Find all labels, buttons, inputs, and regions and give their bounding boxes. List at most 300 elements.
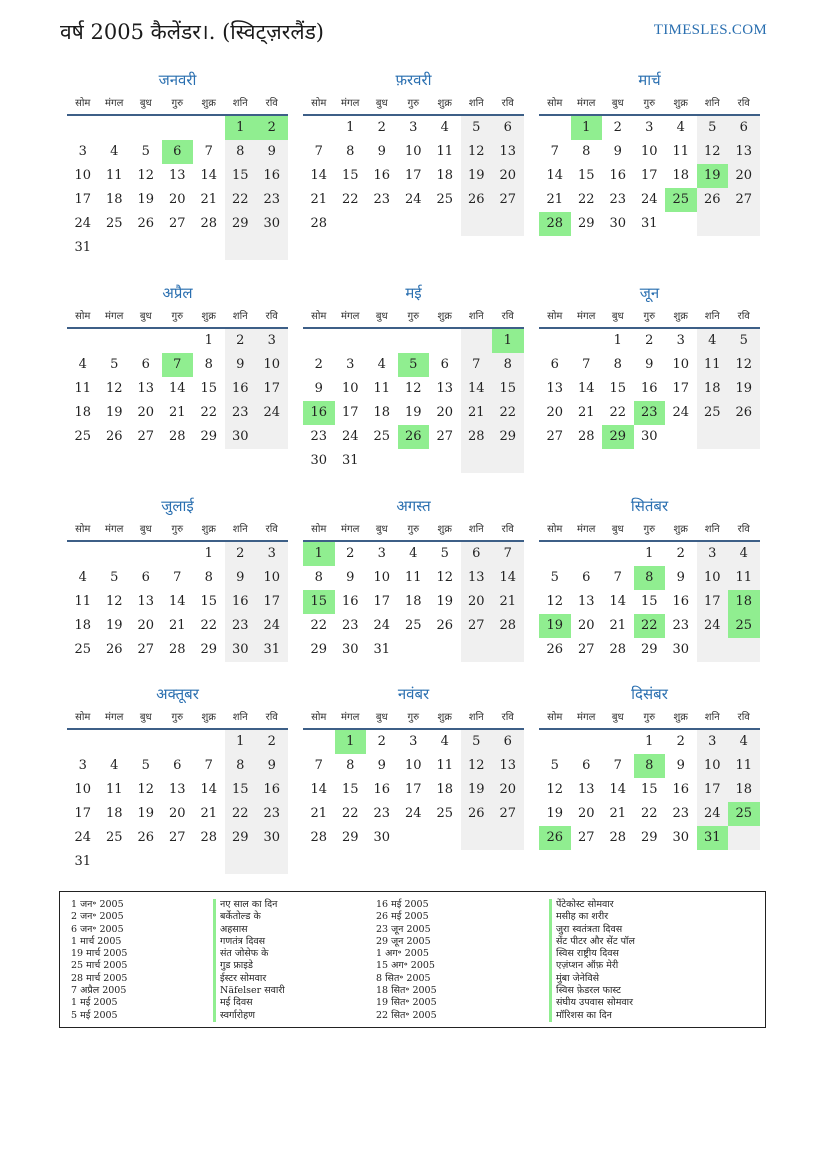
day-cell[interactable]: 9 — [256, 140, 288, 164]
day-cell[interactable]: 13 — [546, 381, 564, 396]
day-cell[interactable]: 18 — [697, 377, 729, 401]
day-cell[interactable]: 14 — [168, 381, 186, 396]
holiday-day-cell[interactable]: 26 — [539, 826, 571, 850]
day-cell[interactable]: 22 — [341, 806, 359, 821]
day-cell[interactable]: 16 — [672, 782, 690, 797]
day-cell[interactable]: 16 — [609, 168, 627, 183]
day-cell[interactable]: 17 — [697, 778, 729, 802]
day-cell[interactable]: 16 — [225, 377, 257, 401]
day-cell[interactable]: 4 — [697, 329, 729, 353]
day-cell[interactable]: 19 — [404, 405, 422, 420]
day-cell[interactable]: 9 — [377, 144, 386, 159]
holiday-day-cell[interactable]: 6 — [162, 140, 194, 164]
day-cell[interactable]: 22 — [225, 802, 257, 826]
holiday-day-cell[interactable]: 19 — [539, 614, 571, 638]
day-cell[interactable]: 7 — [204, 758, 213, 773]
day-cell[interactable]: 25 — [373, 429, 391, 444]
day-cell[interactable]: 1 — [204, 333, 213, 348]
day-cell[interactable]: 8 — [204, 357, 213, 372]
day-cell[interactable]: 2 — [225, 329, 257, 353]
day-cell[interactable]: 10 — [256, 353, 288, 377]
day-cell[interactable]: 31 — [74, 240, 92, 255]
day-cell[interactable]: 22 — [640, 806, 658, 821]
day-cell[interactable]: 17 — [341, 405, 359, 420]
day-cell[interactable]: 7 — [204, 144, 213, 159]
day-cell[interactable]: 14 — [200, 168, 218, 183]
day-cell[interactable]: 2 — [346, 546, 355, 561]
day-cell[interactable]: 28 — [168, 642, 186, 657]
day-cell[interactable]: 13 — [577, 594, 595, 609]
day-cell[interactable]: 13 — [492, 754, 524, 778]
day-cell[interactable]: 29 — [640, 830, 658, 845]
day-cell[interactable]: 5 — [461, 116, 493, 140]
day-cell[interactable]: 23 — [373, 192, 391, 207]
day-cell[interactable]: 9 — [225, 566, 257, 590]
day-cell[interactable]: 5 — [141, 758, 150, 773]
holiday-day-cell[interactable]: 18 — [728, 590, 760, 614]
day-cell[interactable]: 28 — [492, 614, 524, 638]
day-cell[interactable]: 14 — [492, 566, 524, 590]
day-cell[interactable]: 19 — [105, 618, 123, 633]
day-cell[interactable]: 12 — [546, 782, 564, 797]
day-cell[interactable]: 3 — [676, 333, 685, 348]
day-cell[interactable]: 25 — [74, 429, 92, 444]
day-cell[interactable]: 5 — [141, 144, 150, 159]
day-cell[interactable]: 26 — [137, 830, 155, 845]
day-cell[interactable]: 5 — [550, 758, 559, 773]
holiday-day-cell[interactable]: 19 — [697, 164, 729, 188]
day-cell[interactable]: 8 — [613, 357, 622, 372]
day-cell[interactable]: 3 — [78, 144, 87, 159]
day-cell[interactable]: 21 — [546, 192, 564, 207]
day-cell[interactable]: 20 — [137, 618, 155, 633]
day-cell[interactable]: 11 — [74, 594, 92, 609]
day-cell[interactable]: 31 — [256, 638, 288, 662]
day-cell[interactable]: 17 — [697, 590, 729, 614]
day-cell[interactable]: 19 — [461, 164, 493, 188]
day-cell[interactable]: 18 — [74, 618, 92, 633]
day-cell[interactable]: 6 — [582, 570, 591, 585]
day-cell[interactable]: 15 — [640, 782, 658, 797]
day-cell[interactable]: 19 — [546, 806, 564, 821]
day-cell[interactable]: 12 — [404, 381, 422, 396]
day-cell[interactable]: 27 — [137, 429, 155, 444]
day-cell[interactable]: 15 — [341, 168, 359, 183]
day-cell[interactable]: 12 — [697, 140, 729, 164]
day-cell[interactable]: 20 — [546, 405, 564, 420]
day-cell[interactable]: 18 — [436, 782, 454, 797]
day-cell[interactable]: 24 — [640, 192, 658, 207]
day-cell[interactable]: 14 — [168, 594, 186, 609]
day-cell[interactable]: 23 — [225, 401, 257, 425]
day-cell[interactable]: 29 — [310, 642, 328, 657]
day-cell[interactable]: 15 — [341, 782, 359, 797]
day-cell[interactable]: 28 — [310, 830, 328, 845]
holiday-day-cell[interactable]: 8 — [634, 754, 666, 778]
day-cell[interactable]: 22 — [341, 192, 359, 207]
day-cell[interactable]: 20 — [461, 590, 493, 614]
day-cell[interactable]: 6 — [440, 357, 449, 372]
day-cell[interactable]: 12 — [461, 754, 493, 778]
day-cell[interactable]: 23 — [256, 802, 288, 826]
holiday-day-cell[interactable]: 1 — [303, 542, 335, 566]
day-cell[interactable]: 11 — [697, 353, 729, 377]
day-cell[interactable]: 25 — [436, 806, 454, 821]
day-cell[interactable]: 3 — [377, 546, 386, 561]
day-cell[interactable]: 26 — [461, 188, 493, 212]
day-cell[interactable]: 7 — [492, 542, 524, 566]
day-cell[interactable]: 8 — [346, 144, 355, 159]
day-cell[interactable]: 9 — [613, 144, 622, 159]
day-cell[interactable]: 19 — [436, 594, 454, 609]
day-cell[interactable]: 11 — [728, 754, 760, 778]
day-cell[interactable]: 24 — [672, 405, 690, 420]
day-cell[interactable]: 14 — [577, 381, 595, 396]
day-cell[interactable]: 28 — [310, 216, 328, 231]
day-cell[interactable]: 8 — [582, 144, 591, 159]
day-cell[interactable]: 10 — [672, 357, 690, 372]
day-cell[interactable]: 21 — [310, 192, 328, 207]
day-cell[interactable]: 22 — [200, 618, 218, 633]
day-cell[interactable]: 12 — [546, 594, 564, 609]
day-cell[interactable]: 15 — [225, 164, 257, 188]
day-cell[interactable]: 10 — [697, 566, 729, 590]
day-cell[interactable]: 6 — [492, 116, 524, 140]
day-cell[interactable]: 18 — [373, 405, 391, 420]
day-cell[interactable]: 7 — [582, 357, 591, 372]
day-cell[interactable]: 10 — [404, 758, 422, 773]
day-cell[interactable]: 18 — [436, 168, 454, 183]
day-cell[interactable]: 21 — [168, 405, 186, 420]
day-cell[interactable]: 4 — [440, 734, 449, 749]
day-cell[interactable]: 9 — [346, 570, 355, 585]
day-cell[interactable]: 11 — [105, 168, 123, 183]
day-cell[interactable]: 16 — [672, 594, 690, 609]
day-cell[interactable]: 6 — [582, 758, 591, 773]
day-cell[interactable]: 8 — [346, 758, 355, 773]
day-cell[interactable]: 29 — [200, 642, 218, 657]
day-cell[interactable]: 8 — [225, 754, 257, 778]
day-cell[interactable]: 23 — [672, 618, 690, 633]
day-cell[interactable]: 7 — [550, 144, 559, 159]
day-cell[interactable]: 13 — [436, 381, 454, 396]
holiday-day-cell[interactable]: 2 — [256, 116, 288, 140]
day-cell[interactable]: 5 — [697, 116, 729, 140]
holiday-day-cell[interactable]: 15 — [303, 590, 335, 614]
holiday-day-cell[interactable]: 25 — [665, 188, 697, 212]
day-cell[interactable]: 15 — [492, 377, 524, 401]
day-cell[interactable]: 28 — [609, 642, 627, 657]
day-cell[interactable]: 3 — [697, 730, 729, 754]
day-cell[interactable]: 21 — [310, 806, 328, 821]
day-cell[interactable]: 6 — [492, 730, 524, 754]
day-cell[interactable]: 24 — [341, 429, 359, 444]
day-cell[interactable]: 11 — [672, 144, 690, 159]
day-cell[interactable]: 3 — [78, 758, 87, 773]
day-cell[interactable]: 30 — [672, 642, 690, 657]
day-cell[interactable]: 2 — [225, 542, 257, 566]
day-cell[interactable]: 8 — [314, 570, 323, 585]
day-cell[interactable]: 14 — [609, 782, 627, 797]
day-cell[interactable]: 3 — [409, 734, 418, 749]
day-cell[interactable]: 29 — [577, 216, 595, 231]
day-cell[interactable]: 22 — [492, 401, 524, 425]
day-cell[interactable]: 7 — [314, 144, 323, 159]
day-cell[interactable]: 23 — [609, 192, 627, 207]
day-cell[interactable]: 1 — [613, 333, 622, 348]
day-cell[interactable]: 29 — [492, 425, 524, 449]
day-cell[interactable]: 13 — [577, 782, 595, 797]
day-cell[interactable]: 24 — [256, 614, 288, 638]
day-cell[interactable]: 7 — [461, 353, 493, 377]
day-cell[interactable]: 18 — [672, 168, 690, 183]
day-cell[interactable]: 27 — [436, 429, 454, 444]
holiday-day-cell[interactable]: 23 — [634, 401, 666, 425]
day-cell[interactable]: 9 — [676, 570, 685, 585]
day-cell[interactable]: 23 — [310, 429, 328, 444]
day-cell[interactable]: 3 — [346, 357, 355, 372]
day-cell[interactable]: 31 — [74, 854, 92, 869]
day-cell[interactable]: 11 — [436, 758, 454, 773]
day-cell[interactable]: 22 — [200, 405, 218, 420]
day-cell[interactable]: 11 — [404, 570, 422, 585]
day-cell[interactable]: 16 — [256, 164, 288, 188]
day-cell[interactable]: 26 — [697, 188, 729, 212]
day-cell[interactable]: 23 — [341, 618, 359, 633]
day-cell[interactable]: 17 — [74, 192, 92, 207]
day-cell[interactable]: 19 — [137, 192, 155, 207]
holiday-day-cell[interactable]: 28 — [539, 212, 571, 236]
day-cell[interactable]: 24 — [373, 618, 391, 633]
day-cell[interactable]: 21 — [200, 806, 218, 821]
day-cell[interactable]: 10 — [404, 144, 422, 159]
day-cell[interactable]: 1 — [645, 734, 654, 749]
day-cell[interactable]: 9 — [256, 754, 288, 778]
day-cell[interactable]: 13 — [137, 381, 155, 396]
day-cell[interactable]: 19 — [105, 405, 123, 420]
day-cell[interactable]: 29 — [341, 830, 359, 845]
day-cell[interactable]: 12 — [105, 594, 123, 609]
day-cell[interactable]: 24 — [256, 401, 288, 425]
day-cell[interactable]: 27 — [546, 429, 564, 444]
day-cell[interactable]: 3 — [697, 542, 729, 566]
day-cell[interactable]: 11 — [74, 381, 92, 396]
day-cell[interactable]: 25 — [697, 401, 729, 425]
day-cell[interactable]: 4 — [728, 542, 760, 566]
day-cell[interactable]: 17 — [256, 377, 288, 401]
day-cell[interactable]: 7 — [173, 570, 182, 585]
day-cell[interactable]: 7 — [613, 758, 622, 773]
day-cell[interactable]: 10 — [74, 168, 92, 183]
day-cell[interactable]: 12 — [137, 782, 155, 797]
day-cell[interactable]: 17 — [672, 381, 690, 396]
day-cell[interactable]: 24 — [697, 614, 729, 638]
day-cell[interactable]: 19 — [137, 806, 155, 821]
day-cell[interactable]: 2 — [377, 734, 386, 749]
holiday-day-cell[interactable]: 29 — [602, 425, 634, 449]
day-cell[interactable]: 14 — [310, 782, 328, 797]
day-cell[interactable]: 18 — [728, 778, 760, 802]
day-cell[interactable]: 17 — [404, 168, 422, 183]
day-cell[interactable]: 12 — [461, 140, 493, 164]
day-cell[interactable]: 8 — [225, 140, 257, 164]
day-cell[interactable]: 30 — [373, 830, 391, 845]
day-cell[interactable]: 13 — [137, 594, 155, 609]
day-cell[interactable]: 27 — [492, 802, 524, 826]
day-cell[interactable]: 26 — [105, 642, 123, 657]
day-cell[interactable]: 2 — [676, 546, 685, 561]
day-cell[interactable]: 25 — [105, 830, 123, 845]
day-cell[interactable]: 6 — [461, 542, 493, 566]
day-cell[interactable]: 8 — [492, 353, 524, 377]
day-cell[interactable]: 1 — [645, 546, 654, 561]
day-cell[interactable]: 23 — [373, 806, 391, 821]
day-cell[interactable]: 13 — [728, 140, 760, 164]
holiday-day-cell[interactable]: 22 — [634, 614, 666, 638]
day-cell[interactable]: 4 — [728, 730, 760, 754]
day-cell[interactable]: 20 — [577, 618, 595, 633]
day-cell[interactable]: 3 — [645, 120, 654, 135]
day-cell[interactable]: 20 — [168, 806, 186, 821]
day-cell[interactable]: 26 — [105, 429, 123, 444]
day-cell[interactable]: 19 — [461, 778, 493, 802]
day-cell[interactable]: 20 — [137, 405, 155, 420]
day-cell[interactable]: 5 — [440, 546, 449, 561]
day-cell[interactable]: 14 — [200, 782, 218, 797]
day-cell[interactable]: 5 — [550, 570, 559, 585]
holiday-day-cell[interactable]: 1 — [335, 730, 367, 754]
day-cell[interactable]: 31 — [640, 216, 658, 231]
day-cell[interactable]: 2 — [377, 120, 386, 135]
day-cell[interactable]: 4 — [110, 758, 119, 773]
day-cell[interactable]: 26 — [461, 802, 493, 826]
holiday-day-cell[interactable]: 16 — [303, 401, 335, 425]
day-cell[interactable]: 30 — [256, 826, 288, 850]
day-cell[interactable]: 30 — [640, 429, 658, 444]
day-cell[interactable]: 12 — [728, 353, 760, 377]
day-cell[interactable]: 2 — [613, 120, 622, 135]
day-cell[interactable]: 5 — [110, 357, 119, 372]
day-cell[interactable]: 15 — [640, 594, 658, 609]
holiday-day-cell[interactable]: 31 — [697, 826, 729, 850]
day-cell[interactable]: 11 — [373, 381, 391, 396]
day-cell[interactable]: 18 — [105, 192, 123, 207]
day-cell[interactable]: 20 — [492, 778, 524, 802]
day-cell[interactable]: 29 — [640, 642, 658, 657]
day-cell[interactable]: 16 — [640, 381, 658, 396]
day-cell[interactable]: 3 — [409, 120, 418, 135]
day-cell[interactable]: 12 — [436, 570, 454, 585]
day-cell[interactable]: 16 — [225, 590, 257, 614]
day-cell[interactable]: 11 — [728, 566, 760, 590]
day-cell[interactable]: 9 — [676, 758, 685, 773]
day-cell[interactable]: 9 — [314, 381, 323, 396]
day-cell[interactable]: 18 — [404, 594, 422, 609]
day-cell[interactable]: 31 — [373, 642, 391, 657]
day-cell[interactable]: 21 — [577, 405, 595, 420]
day-cell[interactable]: 4 — [78, 357, 87, 372]
day-cell[interactable]: 18 — [74, 405, 92, 420]
day-cell[interactable]: 1 — [346, 120, 355, 135]
day-cell[interactable]: 7 — [314, 758, 323, 773]
day-cell[interactable]: 3 — [256, 329, 288, 353]
day-cell[interactable]: 5 — [728, 329, 760, 353]
day-cell[interactable]: 28 — [168, 429, 186, 444]
day-cell[interactable]: 16 — [373, 168, 391, 183]
day-cell[interactable]: 30 — [225, 638, 257, 662]
holiday-day-cell[interactable]: 1 — [571, 116, 603, 140]
day-cell[interactable]: 17 — [640, 168, 658, 183]
day-cell[interactable]: 27 — [728, 188, 760, 212]
day-cell[interactable]: 28 — [577, 429, 595, 444]
day-cell[interactable]: 6 — [141, 570, 150, 585]
day-cell[interactable]: 31 — [341, 453, 359, 468]
day-cell[interactable]: 11 — [105, 782, 123, 797]
day-cell[interactable]: 18 — [105, 806, 123, 821]
day-cell[interactable]: 8 — [204, 570, 213, 585]
day-cell[interactable]: 22 — [310, 618, 328, 633]
day-cell[interactable]: 21 — [492, 590, 524, 614]
day-cell[interactable]: 25 — [404, 618, 422, 633]
day-cell[interactable]: 6 — [173, 758, 182, 773]
day-cell[interactable]: 28 — [200, 216, 218, 231]
day-cell[interactable]: 22 — [225, 188, 257, 212]
day-cell[interactable]: 21 — [609, 806, 627, 821]
holiday-day-cell[interactable]: 25 — [728, 614, 760, 638]
day-cell[interactable]: 15 — [225, 778, 257, 802]
holiday-day-cell[interactable]: 26 — [398, 425, 430, 449]
day-cell[interactable]: 24 — [697, 802, 729, 826]
day-cell[interactable]: 7 — [613, 570, 622, 585]
day-cell[interactable]: 20 — [492, 164, 524, 188]
day-cell[interactable]: 10 — [74, 782, 92, 797]
day-cell[interactable]: 17 — [256, 590, 288, 614]
day-cell[interactable]: 2 — [645, 333, 654, 348]
day-cell[interactable]: 17 — [404, 782, 422, 797]
day-cell[interactable]: 19 — [728, 377, 760, 401]
day-cell[interactable]: 15 — [200, 381, 218, 396]
day-cell[interactable]: 10 — [640, 144, 658, 159]
day-cell[interactable]: 23 — [672, 806, 690, 821]
holiday-day-cell[interactable]: 1 — [225, 116, 257, 140]
day-cell[interactable]: 2 — [314, 357, 323, 372]
day-cell[interactable]: 30 — [225, 425, 257, 449]
day-cell[interactable]: 30 — [341, 642, 359, 657]
day-cell[interactable]: 4 — [377, 357, 386, 372]
day-cell[interactable]: 2 — [676, 734, 685, 749]
day-cell[interactable]: 21 — [200, 192, 218, 207]
day-cell[interactable]: 21 — [168, 618, 186, 633]
day-cell[interactable]: 9 — [377, 758, 386, 773]
day-cell[interactable]: 1 — [204, 546, 213, 561]
day-cell[interactable]: 4 — [440, 120, 449, 135]
day-cell[interactable]: 15 — [609, 381, 627, 396]
day-cell[interactable]: 9 — [225, 353, 257, 377]
day-cell[interactable]: 20 — [577, 806, 595, 821]
day-cell[interactable]: 30 — [256, 212, 288, 236]
day-cell[interactable]: 23 — [256, 188, 288, 212]
day-cell[interactable]: 16 — [256, 778, 288, 802]
day-cell[interactable]: 29 — [225, 826, 257, 850]
day-cell[interactable]: 17 — [373, 594, 391, 609]
day-cell[interactable]: 5 — [461, 730, 493, 754]
day-cell[interactable]: 6 — [141, 357, 150, 372]
day-cell[interactable]: 30 — [310, 453, 328, 468]
holiday-day-cell[interactable]: 1 — [492, 329, 524, 353]
day-cell[interactable]: 15 — [200, 594, 218, 609]
day-cell[interactable]: 28 — [609, 830, 627, 845]
day-cell[interactable]: 20 — [728, 164, 760, 188]
